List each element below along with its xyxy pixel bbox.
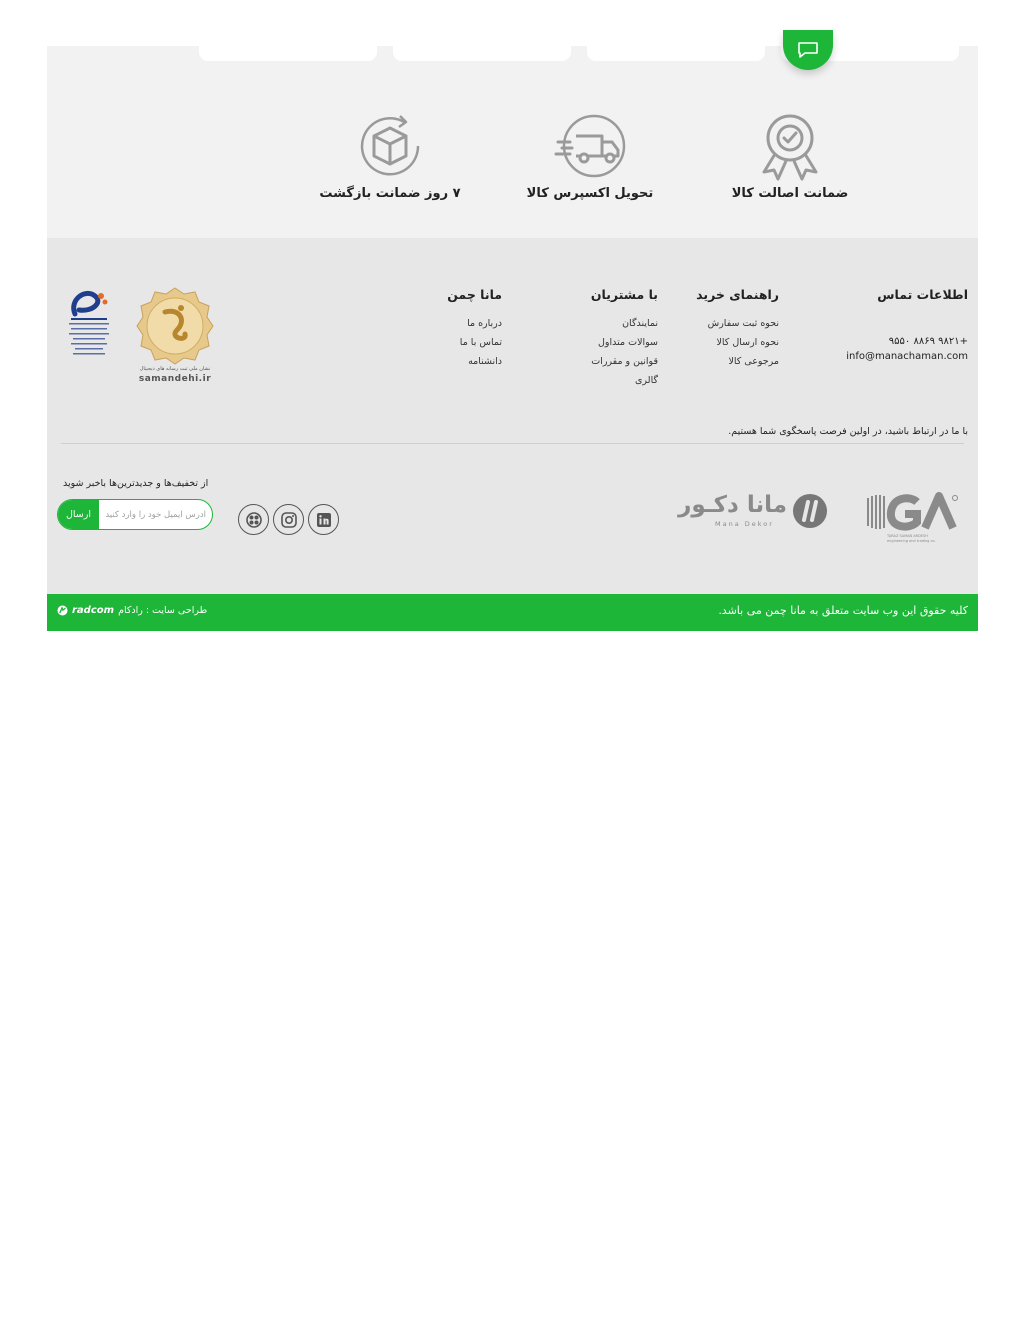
return-box-icon bbox=[358, 112, 422, 182]
newsletter-email-input[interactable] bbox=[99, 500, 212, 529]
aparat-icon bbox=[245, 511, 263, 529]
footer-link-terms[interactable]: قوانین و مقررات bbox=[591, 356, 658, 367]
copyright-text: کلیه حقوق این وب سایت متعلق به مانا چمن می باشد. bbox=[718, 604, 968, 617]
linkedin-icon bbox=[316, 512, 332, 528]
partner-logo-mana-dekor bbox=[678, 492, 831, 532]
samandehi-site: samandehi.ir bbox=[138, 374, 212, 384]
footer-link-gallery[interactable]: گالری bbox=[635, 375, 658, 386]
footer-link-shipping-guide[interactable]: نحوه ارسال کالا bbox=[716, 337, 779, 348]
contact-note: با ما در ارتباط باشید، در اولین فرصت پاسخگوی شما هستیم. bbox=[728, 426, 968, 437]
ga-subtitle-2: engineering and trading co. bbox=[887, 539, 936, 543]
ga-subtitle-1: TARAZ SAMAN ARDESH bbox=[887, 534, 928, 538]
footer-guide-column bbox=[696, 287, 779, 371]
social-links bbox=[238, 504, 339, 535]
contact-phone[interactable]: ۹۵۵۰ ۸۸۶۹ ۹۸۲۱+ bbox=[888, 336, 968, 347]
newsletter-submit-button[interactable]: ارسال bbox=[58, 500, 99, 529]
linkedin-link[interactable] bbox=[308, 504, 339, 535]
feature-label: ۷ روز ضمانت بازگشت bbox=[319, 186, 461, 201]
features-band bbox=[47, 46, 978, 238]
footer-link-order-guide[interactable]: نحوه ثبت سفارش bbox=[707, 318, 779, 329]
quality-badge-icon bbox=[758, 112, 822, 182]
designer-credit[interactable] bbox=[57, 605, 207, 616]
newsletter-title: از تخفیف‌ها و جدیدترین‌ها باخبر شوید bbox=[63, 478, 209, 489]
footer-link-faq[interactable]: سوالات متداول bbox=[598, 337, 658, 348]
footer-link-returns[interactable]: مرجوعی کالا bbox=[728, 356, 779, 367]
site-footer bbox=[47, 238, 978, 594]
footer-link-wiki[interactable]: دانشنامه bbox=[468, 356, 502, 367]
mana-dekor-name-en: Mana Dekor bbox=[715, 520, 774, 528]
feature-authenticity bbox=[705, 112, 875, 201]
enamad-badge[interactable] bbox=[65, 286, 113, 360]
footer-about-column bbox=[447, 287, 502, 371]
designer-brand: radcom bbox=[72, 605, 115, 616]
radcom-logo-icon bbox=[57, 605, 68, 616]
chat-icon bbox=[797, 42, 819, 58]
feature-return-guarantee bbox=[305, 112, 475, 201]
aparat-link[interactable] bbox=[238, 504, 269, 535]
feature-express-delivery bbox=[505, 112, 675, 201]
footer-contact-column bbox=[846, 287, 968, 364]
newsletter-form bbox=[57, 499, 213, 530]
guide-title: راهنمای خرید bbox=[696, 287, 779, 302]
footer-link-about-us[interactable]: درباره ما bbox=[467, 318, 502, 329]
mana-dekor-mark-icon bbox=[791, 492, 829, 530]
instagram-icon bbox=[280, 511, 298, 529]
partner-logo-ga bbox=[865, 492, 961, 548]
designer-label: طراحی سایت : رادکام bbox=[118, 605, 208, 616]
footer-link-contact-us[interactable]: تماس با ما bbox=[459, 337, 502, 348]
contact-title: اطلاعات تماس bbox=[877, 287, 968, 302]
feature-label: ضمانت اصالت کالا bbox=[731, 186, 849, 201]
customers-title: با مشتریان bbox=[590, 287, 658, 302]
product-card-bottom bbox=[587, 46, 765, 61]
delivery-truck-icon bbox=[554, 112, 626, 182]
enamad-seal-icon bbox=[65, 286, 113, 360]
product-card-bottom bbox=[199, 46, 377, 61]
about-title: مانا چمن bbox=[447, 287, 502, 302]
contact-email[interactable]: info@manachaman.com bbox=[846, 351, 968, 362]
footer-customers-column bbox=[591, 287, 658, 390]
feature-label: تحویل اکسپرس کالا bbox=[526, 186, 654, 201]
copyright-bar bbox=[47, 594, 978, 631]
chat-button[interactable] bbox=[783, 30, 833, 70]
footer-divider bbox=[61, 443, 964, 444]
samandehi-caption: نشان ملی ثبت رسانه های دیجیتال bbox=[139, 366, 211, 372]
samandehi-badge[interactable] bbox=[135, 286, 215, 386]
product-card-bottom bbox=[393, 46, 571, 61]
instagram-link[interactable] bbox=[273, 504, 304, 535]
footer-link-agents[interactable]: نمایندگان bbox=[622, 318, 658, 329]
mana-dekor-name-fa: مانا دکـور bbox=[678, 492, 787, 518]
